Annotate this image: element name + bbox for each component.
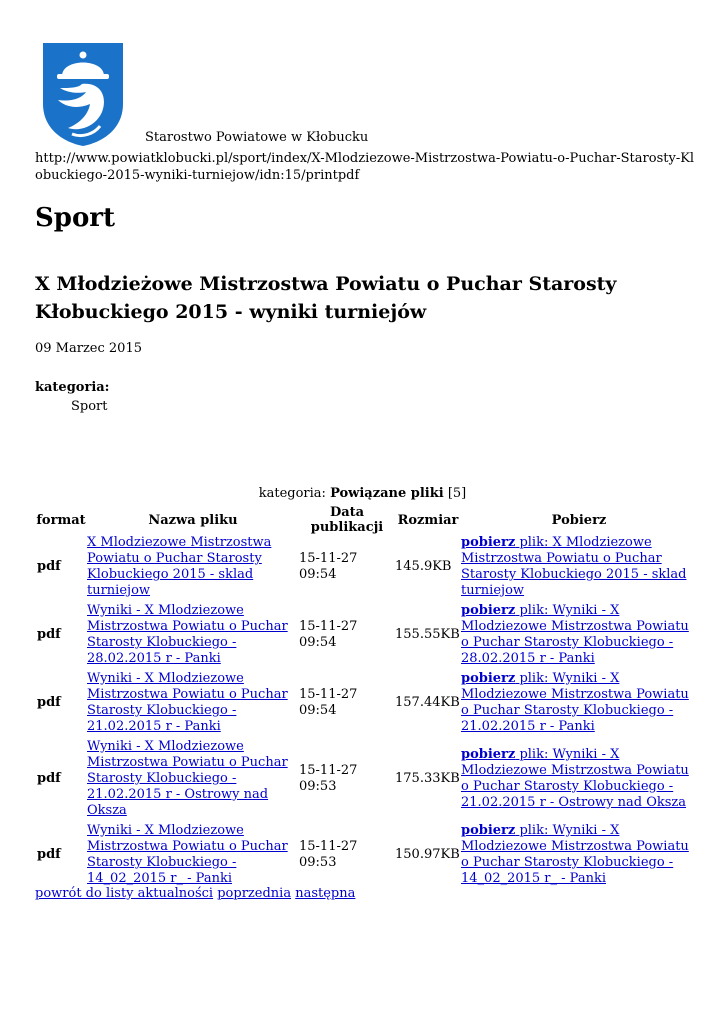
- download-word: pobierz: [461, 535, 516, 550]
- file-size: 157.44KB: [395, 695, 460, 710]
- download-text: plik: Wyniki - X Mlodziezowe Mistrzostwa Powiatu o Puchar Starosty Klobuckiego - 21.02.2015 r - Panki: [461, 671, 689, 734]
- download-link[interactable]: [461, 671, 689, 734]
- file-size: 150.97KB: [395, 847, 460, 862]
- file-date: 15-11-27 09:54: [299, 687, 358, 718]
- file-format: pdf: [37, 627, 61, 642]
- header-format: format: [36, 512, 86, 528]
- table-row: [35, 671, 697, 739]
- file-name-link[interactable]: X Mlodziezowe Mistrzostwa Powiatu o Puchar Starosty Klobuckiego 2015 - sklad turniejow: [87, 535, 272, 598]
- download-word: pobierz: [461, 603, 516, 618]
- organization-name: Starostwo Powiatowe w Kłobucku: [145, 130, 369, 145]
- file-size: 175.33KB: [395, 771, 460, 786]
- download-text: plik: Wyniki - X Mlodziezowe Mistrzostwa Powiatu o Puchar Starosty Klobuckiego - 28.02.2015 r - Panki: [461, 603, 689, 666]
- file-name-link[interactable]: Wyniki - X Mlodziezowe Mistrzostwa Powiatu o Puchar Starosty Klobuckiego - 28.02.2015 r - Panki: [87, 603, 288, 666]
- file-name-link[interactable]: Wyniki - X Mlodziezowe Mistrzostwa Powiatu o Puchar Starosty Klobuckiego - 21.02.2015 r - Panki: [87, 671, 288, 734]
- category-value: Sport: [71, 399, 108, 414]
- header-name: Nazwa pliku: [148, 512, 238, 528]
- files-caption: [0, 486, 725, 501]
- download-text: plik: X Mlodziezowe Mistrzostwa Powiatu o Puchar Starosty Klobuckiego 2015 - sklad turniejow: [461, 535, 687, 598]
- files-caption-title: Powiązane pliki: [330, 486, 444, 501]
- back-to-list-link[interactable]: powrót do listy aktualności: [35, 886, 214, 901]
- table-row: [35, 823, 697, 891]
- download-text: plik: Wyniki - X Mlodziezowe Mistrzostwa Powiatu o Puchar Starosty Klobuckiego - 21.02.2015 r - Ostrowy nad Oksza: [461, 747, 689, 810]
- download-link[interactable]: [461, 823, 689, 886]
- download-word: pobierz: [461, 747, 516, 762]
- download-text: plik: Wyniki - X Mlodziezowe Mistrzostwa Powiatu o Puchar Starosty Klobuckiego - 14_02_2015 r_ - Panki: [461, 823, 689, 886]
- file-date: 15-11-27 09:54: [299, 551, 358, 582]
- file-date: 15-11-27 09:53: [299, 839, 358, 870]
- file-name-link[interactable]: Wyniki - X Mlodziezowe Mistrzostwa Powiatu o Puchar Starosty Klobuckiego - 14_02_2015 r_ - Panki: [87, 823, 288, 886]
- download-word: pobierz: [461, 671, 516, 686]
- file-format: pdf: [37, 771, 61, 786]
- header-date: Data publikacji: [310, 505, 384, 535]
- header-download: Pobierz: [551, 512, 607, 528]
- source-url: http://www.powiatklobucki.pl/sport/index/X-Mlodziezowe-Mistrzostwa-Powiatu-o-Puchar-Starosty-Klobuckiego-2015-wyniki-turniejow/idn:15/printpdf: [35, 151, 695, 183]
- download-link[interactable]: [461, 747, 689, 810]
- file-date: 15-11-27 09:53: [299, 763, 358, 794]
- page-title: Sport: [35, 203, 116, 233]
- coat-of-arms-logo: [42, 42, 124, 147]
- files-count: [5]: [447, 486, 467, 501]
- table-row: [35, 739, 697, 823]
- download-link[interactable]: [461, 603, 689, 666]
- files-caption-prefix: kategoria:: [258, 486, 326, 501]
- file-format: pdf: [37, 695, 61, 710]
- article-nav: [35, 886, 355, 901]
- table-row: [35, 535, 697, 603]
- header-size: Rozmiar: [397, 512, 459, 528]
- previous-link[interactable]: poprzednia: [217, 886, 292, 901]
- download-link[interactable]: [461, 535, 687, 598]
- file-size: 145.9KB: [395, 559, 452, 574]
- file-date: 15-11-27 09:54: [299, 619, 358, 650]
- category-label: kategoria:: [35, 380, 110, 395]
- file-size: 155.55KB: [395, 627, 460, 642]
- file-format: pdf: [37, 847, 61, 862]
- files-table: [35, 505, 697, 891]
- file-format: pdf: [37, 559, 61, 574]
- article-title: X Młodzieżowe Mistrzostwa Powiatu o Puchar Starosty Kłobuckiego 2015 - wyniki turniejów: [35, 273, 617, 323]
- article-date: 09 Marzec 2015: [35, 341, 142, 356]
- next-link[interactable]: następna: [295, 886, 356, 901]
- table-row: [35, 603, 697, 671]
- download-word: pobierz: [461, 823, 516, 838]
- file-name-link[interactable]: Wyniki - X Mlodziezowe Mistrzostwa Powiatu o Puchar Starosty Klobuckiego - 21.02.2015 r - Ostrowy nad Oksza: [87, 739, 288, 818]
